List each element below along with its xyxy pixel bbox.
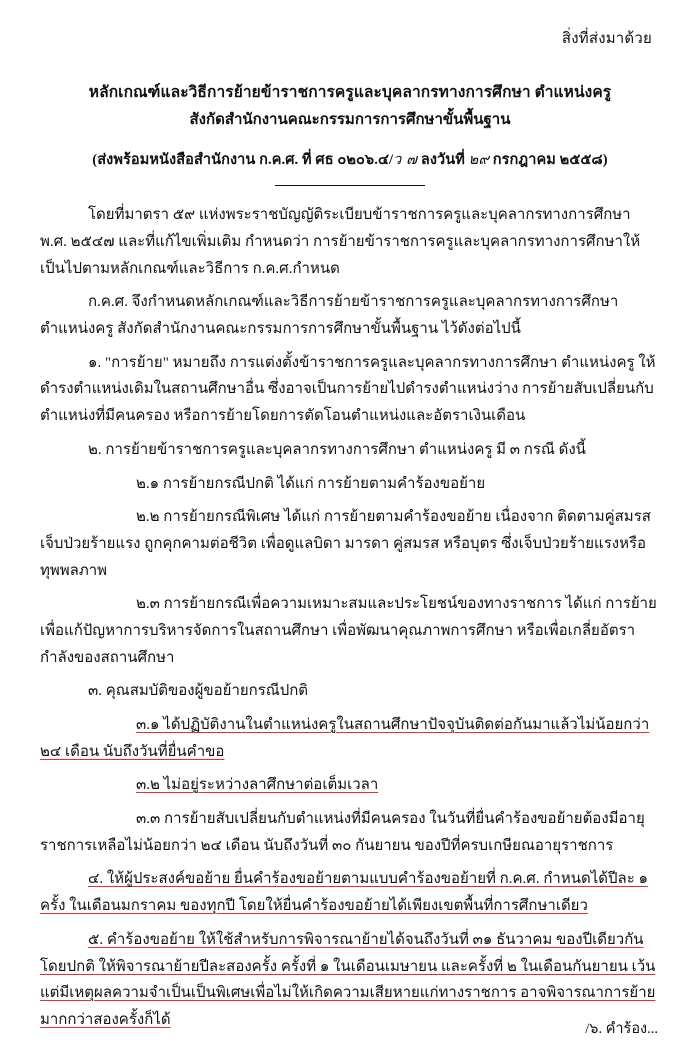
reference-handwritten-date: ๒๙ (468, 152, 490, 169)
paragraph: ก.ค.ศ. จึงกำหนดหลักเกณฑ์และวิธีการย้ายข้าราชการครูและบุคลากรทางการศึกษา ตำแหน่งครู สังกัดสำนักงานคณะกรรมการการศึกษาขั้นพื้นฐาน ไว้ดังต่อไปนี้ (40, 294, 619, 338)
reference-line (40, 148, 660, 171)
paragraph: ๒. การย้ายข้าราชการครูและบุคลากรทางการศึกษา ตำแหน่งครู มี ๓ กรณี ดังนี้ (88, 441, 586, 458)
title-block (40, 80, 660, 132)
header-note: สิ่งที่ส่งมาด้วย (561, 31, 652, 47)
paragraph-highlighted: ๓.๑ ได้ปฏิบัติงานในตำแหน่งครูในสถานศึกษาปัจจุบันติดต่อกันมาแล้วไม่น้อยกว่า ๒๔ เดือน นับถึงวันที่ยื่นคำขอ (40, 717, 650, 760)
reference-suffix: กรกฎาคม ๒๕๕๘) (489, 152, 608, 169)
paragraph: โดยที่มาตรา ๕๙ แห่งพระราชบัญญัติระเบียบข้าราชการครูและบุคลากรทางการศึกษา พ.ศ. ๒๕๔๗ และที่แก้ไขเพิ่มเติม กำหนดว่า การย้ายข้าราชการครูและบุคลากรทางการศึกษาให้เป็นไปตามหลักเกณฑ์และวิธีการ ก.ค.ศ.กำหนด (40, 207, 641, 277)
reference-prefix: (ส่งพร้อมหนังสือสำนักงาน ก.ค.ศ. ที่ ศธ ๐๒๐๖.๔/ (92, 152, 394, 169)
paragraph-highlighted: ๔. ให้ผู้ประสงค์ขอย้าย ยื่นคำร้องขอย้ายตามแบบคำร้องขอย้ายที่ ก.ค.ศ. กำหนดได้ปีละ ๑ ครั้ง ในเดือนมกราคม ของทุกปี โดยให้ยื่นคำร้องขอย้ายได้เพียงเขตพื้นที่การศึกษาเดียว (40, 871, 649, 915)
paragraph: ๒.๒ การย้ายกรณีพิเศษ ได้แก่ การย้ายตามคำร้องขอย้าย เนื่องจาก ติดตามคู่สมรส เจ็บป่วยร้ายแรง ถูกคุกคามต่อชีวิต เพื่อดูแลบิดา มารดา คู่สมรส หรือบุตร ซึ่งเจ็บป่วยร้ายแรงหรือทุพพลภาพ (40, 509, 651, 579)
document-body (40, 202, 660, 1033)
paragraph: ๓. คุณสมบัติของผู้ขอย้ายกรณีปกติ (88, 683, 309, 700)
paragraph: ๒.๑ การย้ายกรณีปกติ ได้แก่ การย้ายตามคำร้องขอย้าย (136, 475, 486, 492)
paragraph-highlighted: ๓.๒ ไม่อยู่ระหว่างลาศึกษาต่อเต็มเวลา (136, 777, 379, 794)
horizontal-divider (275, 185, 425, 186)
page-subtitle: สังกัดสำนักงานคณะกรรมการการศึกษาขั้นพื้นฐาน (189, 111, 511, 128)
paragraph-highlighted: ๕. คำร้องขอย้าย ให้ใช้สำหรับการพิจารณาย้ายได้จนถึงวันที่ ๓๑ ธันวาคม ของปีเดียวกัน โดยปกติ ให้พิจารณาย้ายปีละสองครั้ง ครั้งที่ ๑ ในเดือนเมษายน และครั้งที่ ๒ ในเดือนกันยายน เว้นแต่มีเหตุผลความจำเป็นเป็นพิเศษเพื่อไม่ให้เกิดความเสียหายแก่ทางราชการ อาจพิจารณาการย้ายมากกว่าสองครั้งก็ได้ (40, 931, 656, 1028)
reference-handwritten-number: ว ๗ (393, 152, 418, 169)
reference-middle: ลงวันที่ (417, 152, 469, 169)
paragraph: ๑. "การย้าย" หมายถึง การแต่งตั้งข้าราชการครูและบุคลากรทางการศึกษา ตำแหน่งครู ให้ดำรงตำแหน่งเดิมในสถานศึกษาอื่น ซึ่งอาจเป็นการย้ายไปดำรงตำแหน่งว่าง การย้ายสับเปลี่ยนกับตำแหน่งที่มีคนครอง หรือการย้ายโดยการตัดโอนตำแหน่งและอัตราเงินเดือน (40, 354, 656, 425)
page-footer: /๖. คำร้อง... (585, 1021, 658, 1037)
page-title: หลักเกณฑ์และวิธีการย้ายข้าราชการครูและบุคลากรทางการศึกษา ตำแหน่งครู (88, 84, 612, 101)
paragraph: ๓.๓ การย้ายสับเปลี่ยนกับตำแหน่งที่มีคนครอง ในวันที่ยื่นคำร้องขอย้ายต้องมีอายุราชการเหลือไม่น้อยกว่า ๒๔ เดือน นับถึงวันที่ ๓๐ กันยายน ของปีที่ครบเกษียณอายุราชการ (40, 811, 645, 854)
paragraph: ๒.๓ การย้ายกรณีเพื่อความเหมาะสมและประโยชน์ของทางราชการ ได้แก่ การย้ายเพื่อแก้ปัญหาการบริหารจัดการในสถานศึกษา เพื่อพัฒนาคุณภาพการศึกษา หรือเพื่อเกลี่ยอัตรากำลังของสถานศึกษา (40, 596, 657, 666)
